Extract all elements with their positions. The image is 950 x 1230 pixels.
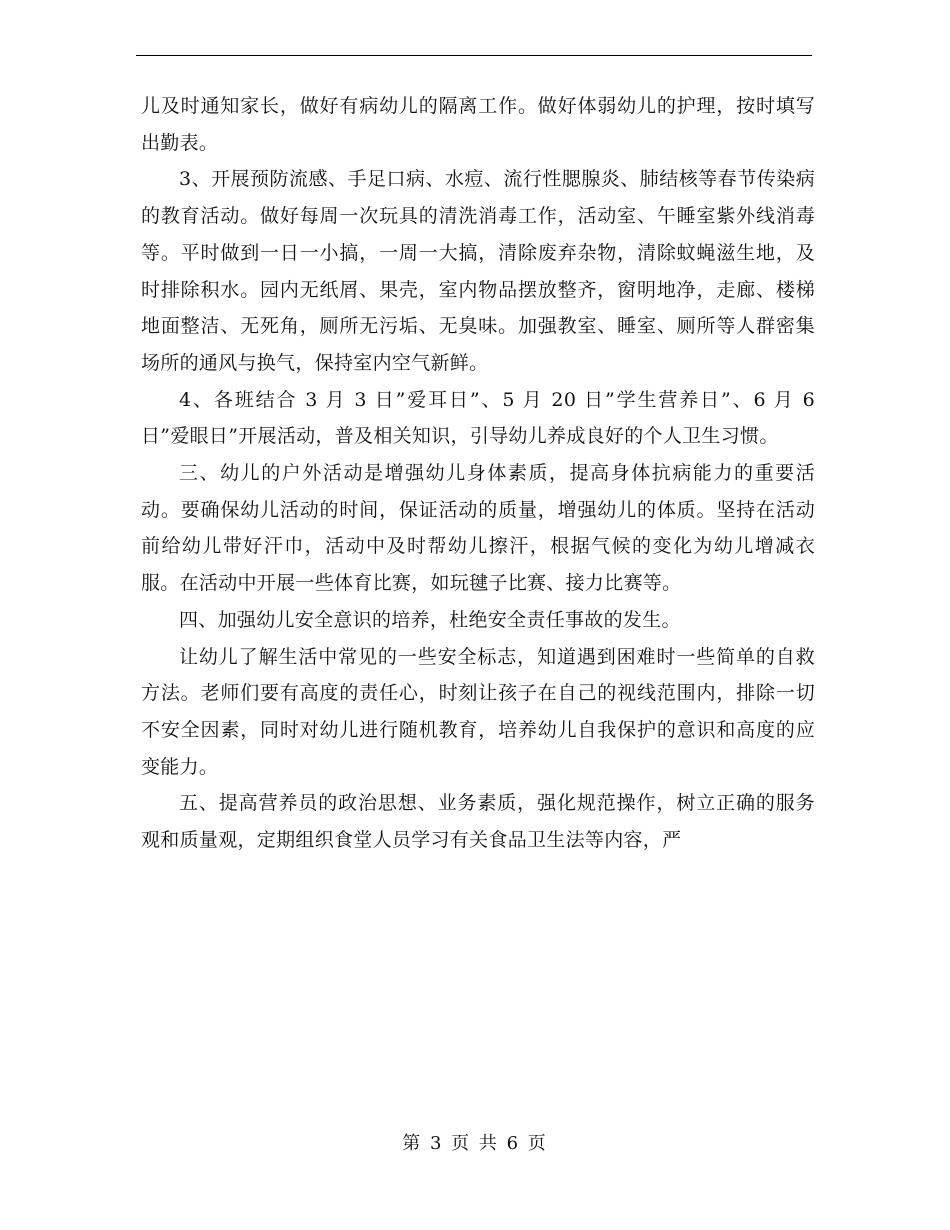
paragraph-section-4-heading: 四、加强幼儿安全意识的培养，杜绝安全责任事故的发生。 [179, 608, 681, 631]
paragraph-item-4: 4、各班结合 3 月 3 日”爱耳日”、5 月 20 日”学生营养日”、6 月 6 日”爱眼日”开展活动，普及相关知识，引导幼儿养成良好的个人卫生习惯。 [141, 388, 815, 448]
document-body [141, 88, 815, 859]
paragraph-item-3: 3、开展预防流感、手足口病、水痘、流行性腮腺炎、肺结核等春节传染病的教育活动。做好每周一次玩具的清洗消毒工作，活动室、午睡室紫外线消毒等。平时做到一日一小搞，一周一大搞，清除废弃杂物，清除蚊蝇滋生地，及时排除积水。园内无纸屑、果壳，室内物品摆放整齐，窗明地净，走廊、楼梯地面整洁、无死角，厕所无污垢、无臭味。加强教室、睡室、厕所等人群密集场所的通风与换气，保持室内空气新鲜。 [141, 168, 815, 374]
header-rule [136, 55, 812, 56]
page-number-footer: 第 3 页 共 6 页 [402, 1133, 548, 1154]
paragraph-section-4-body: 让幼儿了解生活中常见的一些安全标志，知道遇到困难时一些简单的自救方法。老师们要有高度的责任心，时刻让孩子在自己的视线范围内，排除一切不安全因素，同时对幼儿进行随机教育，培养幼儿自我保护的意识和高度的应变能力。 [141, 645, 815, 778]
paragraph-continuation: 儿及时通知家长，做好有病幼儿的隔离工作。做好体弱幼儿的护理，按时填写出勤表。 [141, 95, 815, 154]
paragraph-section-3: 三、幼儿的户外活动是增强幼儿身体素质，提高身体抗病能力的重要活动。要确保幼儿活动的时间，保证活动的质量，增强幼儿的体质。坚持在活动前给幼儿带好汗巾，活动中及时帮幼儿擦汗，根据气候的变化为幼儿增减衣服。在活动中开展一些体育比赛，如玩毽子比赛、接力比赛等。 [141, 462, 815, 595]
paragraph-section-5: 五、提高营养员的政治思想、业务素质，强化规范操作，树立正确的服务观和质量观，定期组织食堂人员学习有关食品卫生法等内容，严 [141, 792, 815, 852]
